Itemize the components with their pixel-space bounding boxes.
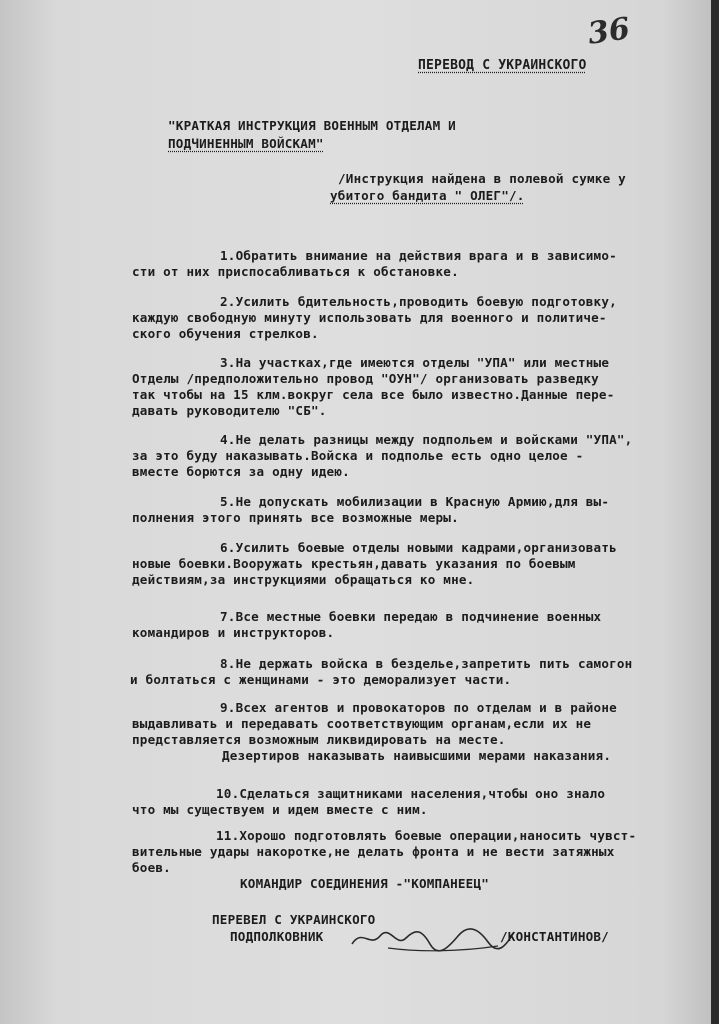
body-line: Отделы /предположительно провод "ОУН"/ организовать разведку [132, 371, 599, 386]
body-line: 8.Не держать войска в безделье,запретить пить самогон [220, 656, 633, 671]
body-line: вительные удары накоротке,не делать фронта и не вести затяжных [132, 844, 615, 859]
body-line: 7.Все местные боевки передаю в подчинение военных [220, 609, 602, 624]
body-line: Дезертиров наказывать наивысшими мерами наказания. [222, 748, 612, 763]
body-line: 4.Не делать разницы между подпольем и войсками "УПА", [220, 432, 633, 447]
body-line: ского обучения стрелков. [132, 326, 319, 341]
body-line: новые боевки.Вооружать крестьян,давать указания по боевым [132, 556, 576, 571]
body-line: выдавливать и передавать соответствующим органам,если их не [132, 716, 592, 731]
body-line: так чтобы на 15 клм.вокруг села все было известно.Данные пере- [132, 387, 615, 402]
translation-header: ПЕРЕВОД С УКРАИНСКОГО [418, 58, 587, 73]
commander-signature-line: КОМАНДИР СОЕДИНЕНИЯ -"КОМПАНЕЕЦ" [240, 876, 490, 891]
body-line: 2.Усилить бдительность,проводить боевую подготовку, [220, 294, 617, 309]
body-line: и болтаться с женщинами - это деморализует части. [130, 672, 512, 687]
body-line: каждую свободную минуту использовать для военного и политиче- [132, 310, 607, 325]
body-line: полнения этого принять все возможные меры. [132, 510, 459, 525]
handwritten-signature [348, 918, 518, 958]
body-line: что мы существуем и идем вместе с ним. [132, 802, 428, 817]
body-line: 6.Усилить боевые отделы новыми кадрами,организовать [220, 540, 617, 555]
translator-line-1: ПЕРЕВЕЛ С УКРАИНСКОГО [212, 912, 376, 927]
scan-edge [711, 0, 719, 1024]
body-line: 9.Всех агентов и провокаторов по отделам и в районе [220, 700, 617, 715]
body-line: 1.Обратить внимание на действия врага и в зависимо- [220, 248, 617, 263]
translator-rank: ПОДПОЛКОВНИК [230, 929, 324, 944]
body-line: боев. [132, 860, 171, 875]
body-line: 11.Хорошо подготовлять боевые операции,наносить чувст- [216, 828, 637, 843]
body-line: 10.Сделаться защитниками населения,чтобы оно знало [216, 786, 606, 801]
note-line-1: /Инструкция найдена в полевой сумке у [338, 171, 626, 186]
note-line-2: убитого бандита " ОЛЕГ"/. [330, 188, 525, 203]
body-line: 5.Не допускать мобилизации в Красную Армию,для вы- [220, 494, 610, 509]
title-line-1: "КРАТКАЯ ИНСТРУКЦИЯ ВОЕННЫМ ОТДЕЛАМ И [168, 118, 456, 133]
body-line: вместе борются за одну идею. [132, 464, 350, 479]
body-line: давать руководителю "СБ". [132, 403, 327, 418]
body-line: 3.На участках,где имеются отделы "УПА" или местные [220, 355, 610, 370]
title-line-2: ПОДЧИНЕННЫМ ВОЙСКАМ" [168, 136, 324, 151]
body-line: командиров и инструкторов. [132, 625, 335, 640]
body-line: за это буду наказывать.Войска и подполье есть одно целое - [132, 448, 584, 463]
body-line: представляется возможным ликвидировать на месте. [132, 732, 506, 747]
translator-name: /КОНСТАНТИНОВ/ [500, 929, 609, 944]
body-line: действиям,за инструкциями обращаться ко мне. [132, 572, 475, 587]
page-number: 36 [585, 11, 632, 52]
body-line: сти от них приспосабливаться к обстановке. [132, 264, 459, 279]
